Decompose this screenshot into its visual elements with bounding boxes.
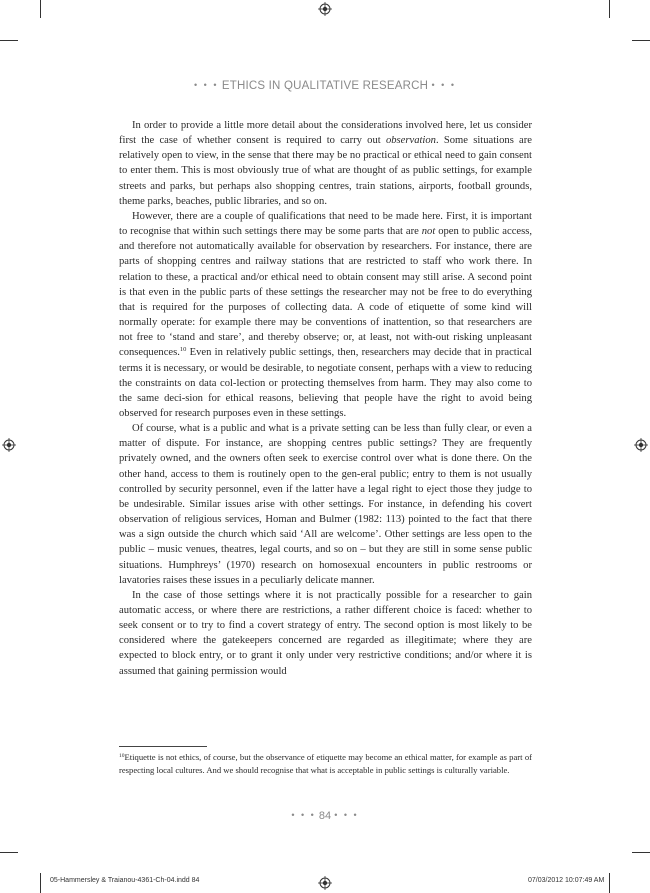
- body-paragraph: [119, 118, 532, 209]
- crop-mark: [609, 873, 610, 893]
- paragraph-text: In order to provide a little more detail about the considerations involved here, let us consider first the case of whether consent is required to carry out: [119, 120, 532, 147]
- folio-dots-right: • • •: [334, 810, 359, 820]
- crop-mark: [0, 40, 18, 41]
- crop-mark: [632, 40, 650, 41]
- header-dots-right: • • •: [431, 80, 456, 90]
- footnote-text: Etiquette is not ethics, of course, but the observance of etiquette may become an ethical matter, for example as part of respecting local cultures. And we should recognise that what is acceptable in public settings is culturally variable.: [119, 752, 532, 775]
- running-header-title: ETHICS IN QUALITATIVE RESEARCH: [221, 80, 429, 92]
- slug-filename: 05-Hammersley & Traianou-4361-Ch-04.indd 84: [50, 877, 200, 884]
- running-header: [0, 80, 650, 92]
- paragraph-text: Of course, what is a public and what is a private setting can be less than fully clear, or even a matter of dispute. For instance, are shopping centres public settings? They are frequently privately owned, and the owners often seek to exercise control over what is done there. On the other hand, access to them is routinely open to the gen-eral public; entry to them is not usually controlled by security personnel, even if the latter have a legal right to eject those they judge to be undesirable. Similar issues arise with other settings. For instance, in defending his covert observation of religious services, Homan and Bulmer (1982: 113) pointed to the fact that there was a sign outside the church which said ‘All are welcome’. Other settings are less open to the public – music venues, theatres, legal courts, and so on – but they are still in some sense public situations. Humphreys’ (1970) research on homosexual encounters in public restrooms or lavatories raises these issues in a peculiarly delicate manner.: [119, 423, 532, 586]
- footnote-ref: 10: [179, 346, 187, 354]
- header-dots-left: • • •: [194, 80, 219, 90]
- crop-mark: [40, 0, 41, 18]
- paragraph-text: However, there are a couple of qualifications that need to be made here. First, it is important to recognise that within such settings there may be some parts that are: [119, 210, 532, 238]
- folio-dots-left: • • •: [291, 810, 316, 820]
- paragraph-text: open to public access, and therefore not automatically available for observation by researchers. For instance, there are parts of shopping centres and railway stations that are restricted to staff who work there. In relation to these, a practical and/or ethical need to obtain consent may still arise. A second point is that even in the public parts of these settings the researcher may not be free to do everything that is required for the purposes of collecting data. A code of etiquette of some kind will normally operate: for example there may be conventions of inattention, so that researchers are not free to ‘stand and stare’, and thereby observe; or, at least, not with-out risking unpleasant consequences.: [119, 226, 532, 359]
- page-folio: [0, 810, 650, 822]
- body-text: [119, 118, 532, 679]
- page-number: 84: [318, 810, 332, 822]
- emphasis-text: observation: [385, 135, 436, 147]
- crop-mark: [632, 852, 650, 853]
- footnote-rule: [119, 746, 207, 747]
- emphasis-text: not: [421, 226, 436, 238]
- crop-mark: [0, 852, 18, 853]
- registration-mark-icon: [318, 2, 332, 16]
- paragraph-text: In the case of those settings where it is not practically possible for a researcher to gain automatic access, or where there are restrictions, a rather different choice is faced: whether to seek consent or to try to find a covert strategy of entry. The second option is most likely to be considered where the gatekeepers concerned are regarded as illegitimate; where they are expected to block entry, or to grant it only under very restrictive conditions; and/or where it is assumed that gaining permission would: [119, 589, 532, 677]
- body-paragraph: [119, 588, 532, 679]
- registration-mark-icon: [318, 876, 332, 890]
- body-paragraph: [119, 421, 532, 588]
- slug-datetime: 07/03/2012 10:07:49 AM: [528, 877, 605, 884]
- footnote: [119, 751, 532, 776]
- paragraph-text: Even in relatively public settings, then, researchers may decide that in practical terms it is necessary, or would be desirable, to negotiate consent, perhaps with a view to reducing the constraints on data col-lection or protecting themselves from harm. They may also come to the same deci-sion for ethical reasons, believing that people have the right to avoid being observed for research purposes even in these settings.: [119, 347, 532, 419]
- registration-mark-icon: [634, 438, 648, 452]
- paragraph-text: . Some situations are relatively open to view, in the sense that there may be no practical or ethical need to gain consent to enter them. This is most obviously true of what are thought of as public settings, for example streets and parks, but perhaps also shopping centres, train stations, airports, football grounds, theme parks, beaches, public libraries, and so on.: [119, 135, 532, 207]
- footnote-number: 10: [119, 753, 125, 759]
- crop-mark: [40, 873, 41, 893]
- registration-mark-icon: [2, 438, 16, 452]
- crop-mark: [609, 0, 610, 18]
- body-paragraph: [119, 209, 532, 421]
